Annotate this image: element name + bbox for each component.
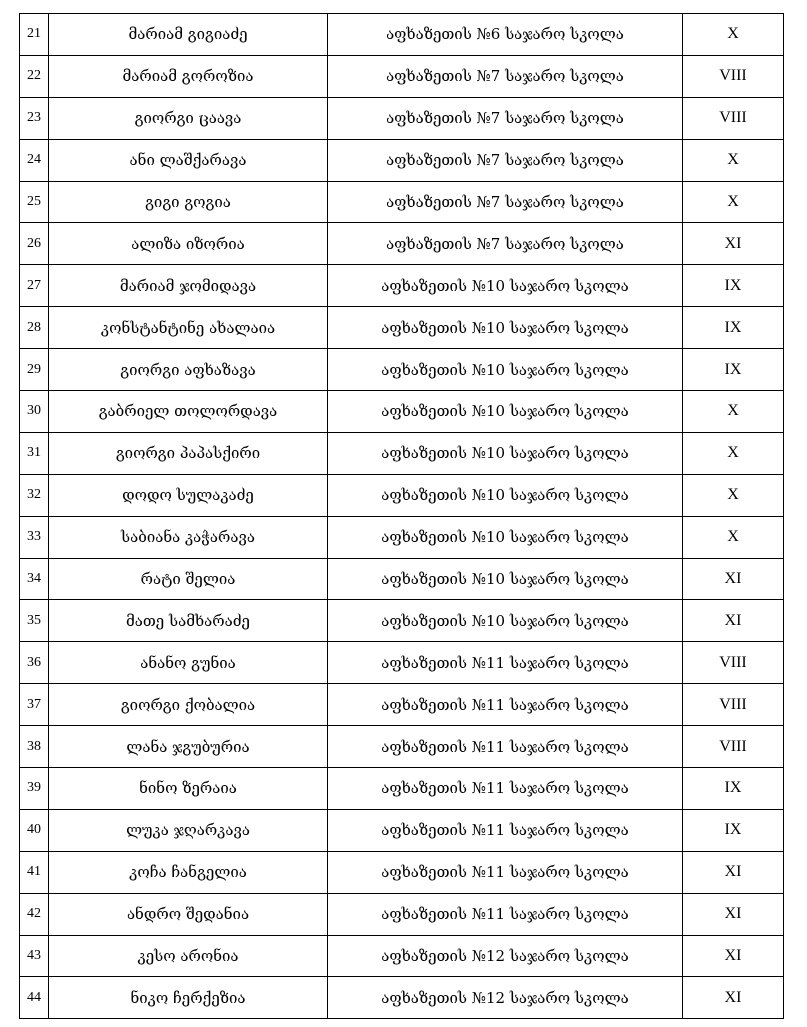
grade-cell: X bbox=[683, 391, 784, 433]
student-name-cell: გიორგი აფხაზავა bbox=[49, 349, 328, 391]
table-row bbox=[20, 935, 784, 977]
table-row bbox=[20, 307, 784, 349]
grade-cell: IX bbox=[683, 265, 784, 307]
grade-cell: VIII bbox=[683, 55, 784, 97]
row-number-cell: 23 bbox=[20, 97, 49, 139]
grade-cell: X bbox=[683, 432, 784, 474]
row-number-cell: 39 bbox=[20, 768, 49, 810]
row-number-cell: 41 bbox=[20, 851, 49, 893]
table-row bbox=[20, 55, 784, 97]
school-name-cell: აფხაზეთის №10 საჯარო სკოლა bbox=[328, 600, 683, 642]
student-name-cell: ლანა ჯგუბურია bbox=[49, 726, 328, 768]
row-number-cell: 42 bbox=[20, 893, 49, 935]
row-number-cell: 27 bbox=[20, 265, 49, 307]
student-name-cell: კონსტანტინე ახალაია bbox=[49, 307, 328, 349]
student-name-cell: მარიამ ჯომიდავა bbox=[49, 265, 328, 307]
table-row bbox=[20, 14, 784, 56]
table-row bbox=[20, 181, 784, 223]
grade-cell: VIII bbox=[683, 97, 784, 139]
school-name-cell: აფხაზეთის №10 საჯარო სკოლა bbox=[328, 558, 683, 600]
student-name-cell: კესო არონია bbox=[49, 935, 328, 977]
table-row bbox=[20, 851, 784, 893]
grade-cell: IX bbox=[683, 809, 784, 851]
school-name-cell: აფხაზეთის №7 საჯარო სკოლა bbox=[328, 55, 683, 97]
row-number-cell: 29 bbox=[20, 349, 49, 391]
grade-cell: VIII bbox=[683, 726, 784, 768]
student-name-cell: ანდრო შედანია bbox=[49, 893, 328, 935]
school-name-cell: აფხაზეთის №7 საჯარო სკოლა bbox=[328, 223, 683, 265]
school-name-cell: აფხაზეთის №11 საჯარო სკოლა bbox=[328, 768, 683, 810]
grade-cell: XI bbox=[683, 935, 784, 977]
student-name-cell: ლუკა ჯღარკავა bbox=[49, 809, 328, 851]
row-number-cell: 24 bbox=[20, 139, 49, 181]
grade-cell: X bbox=[683, 14, 784, 56]
table-row bbox=[20, 768, 784, 810]
grade-cell: XI bbox=[683, 893, 784, 935]
row-number-cell: 34 bbox=[20, 558, 49, 600]
table-row bbox=[20, 558, 784, 600]
school-name-cell: აფხაზეთის №12 საჯარო სკოლა bbox=[328, 935, 683, 977]
row-number-cell: 38 bbox=[20, 726, 49, 768]
table-row bbox=[20, 432, 784, 474]
table-row bbox=[20, 349, 784, 391]
school-name-cell: აფხაზეთის №7 საჯარო სკოლა bbox=[328, 97, 683, 139]
school-name-cell: აფხაზეთის №7 საჯარო სკოლა bbox=[328, 181, 683, 223]
student-name-cell: გიორგი ცაავა bbox=[49, 97, 328, 139]
table-row bbox=[20, 474, 784, 516]
row-number-cell: 35 bbox=[20, 600, 49, 642]
table-row bbox=[20, 139, 784, 181]
row-number-cell: 44 bbox=[20, 977, 49, 1019]
student-name-cell: ანანო გუნია bbox=[49, 642, 328, 684]
grade-cell: X bbox=[683, 139, 784, 181]
table-row bbox=[20, 265, 784, 307]
school-name-cell: აფხაზეთის №10 საჯარო სკოლა bbox=[328, 474, 683, 516]
table-row bbox=[20, 893, 784, 935]
table-row bbox=[20, 600, 784, 642]
student-name-cell: გაბრიელ თოლორდავა bbox=[49, 391, 328, 433]
participants-table bbox=[19, 13, 784, 1019]
row-number-cell: 21 bbox=[20, 14, 49, 56]
row-number-cell: 30 bbox=[20, 391, 49, 433]
student-name-cell: მარიამ გიგიაძე bbox=[49, 14, 328, 56]
grade-cell: IX bbox=[683, 768, 784, 810]
school-name-cell: აფხაზეთის №10 საჯარო სკოლა bbox=[328, 307, 683, 349]
student-name-cell: გიორგი პაპასქირი bbox=[49, 432, 328, 474]
school-name-cell: აფხაზეთის №11 საჯარო სკოლა bbox=[328, 809, 683, 851]
table-row bbox=[20, 516, 784, 558]
row-number-cell: 26 bbox=[20, 223, 49, 265]
school-name-cell: აფხაზეთის №11 საჯარო სკოლა bbox=[328, 851, 683, 893]
student-name-cell: დოდო სულაკაძე bbox=[49, 474, 328, 516]
row-number-cell: 37 bbox=[20, 684, 49, 726]
grade-cell: X bbox=[683, 516, 784, 558]
grade-cell: X bbox=[683, 474, 784, 516]
table-row bbox=[20, 977, 784, 1019]
grade-cell: XI bbox=[683, 977, 784, 1019]
grade-cell: IX bbox=[683, 349, 784, 391]
grade-cell: VIII bbox=[683, 642, 784, 684]
school-name-cell: აფხაზეთის №11 საჯარო სკოლა bbox=[328, 726, 683, 768]
school-name-cell: აფხაზეთის №11 საჯარო სკოლა bbox=[328, 642, 683, 684]
student-name-cell: საბიანა კაჭარავა bbox=[49, 516, 328, 558]
student-name-cell: ანი ლაშქარავა bbox=[49, 139, 328, 181]
student-name-cell: კოჩა ჩანგელია bbox=[49, 851, 328, 893]
table-row bbox=[20, 684, 784, 726]
school-name-cell: აფხაზეთის №7 საჯარო სკოლა bbox=[328, 139, 683, 181]
participants-table-body bbox=[20, 14, 784, 1019]
school-name-cell: აფხაზეთის №10 საჯარო სკოლა bbox=[328, 265, 683, 307]
row-number-cell: 28 bbox=[20, 307, 49, 349]
student-name-cell: მათე სამხარაძე bbox=[49, 600, 328, 642]
row-number-cell: 33 bbox=[20, 516, 49, 558]
school-name-cell: აფხაზეთის №10 საჯარო სკოლა bbox=[328, 432, 683, 474]
school-name-cell: აფხაზეთის №10 საჯარო სკოლა bbox=[328, 391, 683, 433]
row-number-cell: 31 bbox=[20, 432, 49, 474]
table-row bbox=[20, 97, 784, 139]
grade-cell: X bbox=[683, 181, 784, 223]
row-number-cell: 43 bbox=[20, 935, 49, 977]
school-name-cell: აფხაზეთის №11 საჯარო სკოლა bbox=[328, 893, 683, 935]
school-name-cell: აფხაზეთის №11 საჯარო სკოლა bbox=[328, 684, 683, 726]
grade-cell: XI bbox=[683, 558, 784, 600]
row-number-cell: 40 bbox=[20, 809, 49, 851]
table-row bbox=[20, 642, 784, 684]
student-name-cell: ნინო ზერაია bbox=[49, 768, 328, 810]
student-name-cell: გიორგი ქობალია bbox=[49, 684, 328, 726]
school-name-cell: აფხაზეთის №6 საჯარო სკოლა bbox=[328, 14, 683, 56]
grade-cell: IX bbox=[683, 307, 784, 349]
row-number-cell: 22 bbox=[20, 55, 49, 97]
grade-cell: XI bbox=[683, 600, 784, 642]
student-name-cell: გიგი გოგია bbox=[49, 181, 328, 223]
table-row bbox=[20, 809, 784, 851]
table-row bbox=[20, 391, 784, 433]
student-name-cell: ალიზა იზორია bbox=[49, 223, 328, 265]
school-name-cell: აფხაზეთის №12 საჯარო სკოლა bbox=[328, 977, 683, 1019]
grade-cell: XI bbox=[683, 851, 784, 893]
school-name-cell: აფხაზეთის №10 საჯარო სკოლა bbox=[328, 516, 683, 558]
row-number-cell: 36 bbox=[20, 642, 49, 684]
student-name-cell: რატი შელია bbox=[49, 558, 328, 600]
row-number-cell: 32 bbox=[20, 474, 49, 516]
grade-cell: XI bbox=[683, 223, 784, 265]
row-number-cell: 25 bbox=[20, 181, 49, 223]
table-row bbox=[20, 223, 784, 265]
school-name-cell: აფხაზეთის №10 საჯარო სკოლა bbox=[328, 349, 683, 391]
grade-cell: VIII bbox=[683, 684, 784, 726]
student-name-cell: ნიკო ჩერქეზია bbox=[49, 977, 328, 1019]
table-row bbox=[20, 726, 784, 768]
student-name-cell: მარიამ გოროზია bbox=[49, 55, 328, 97]
